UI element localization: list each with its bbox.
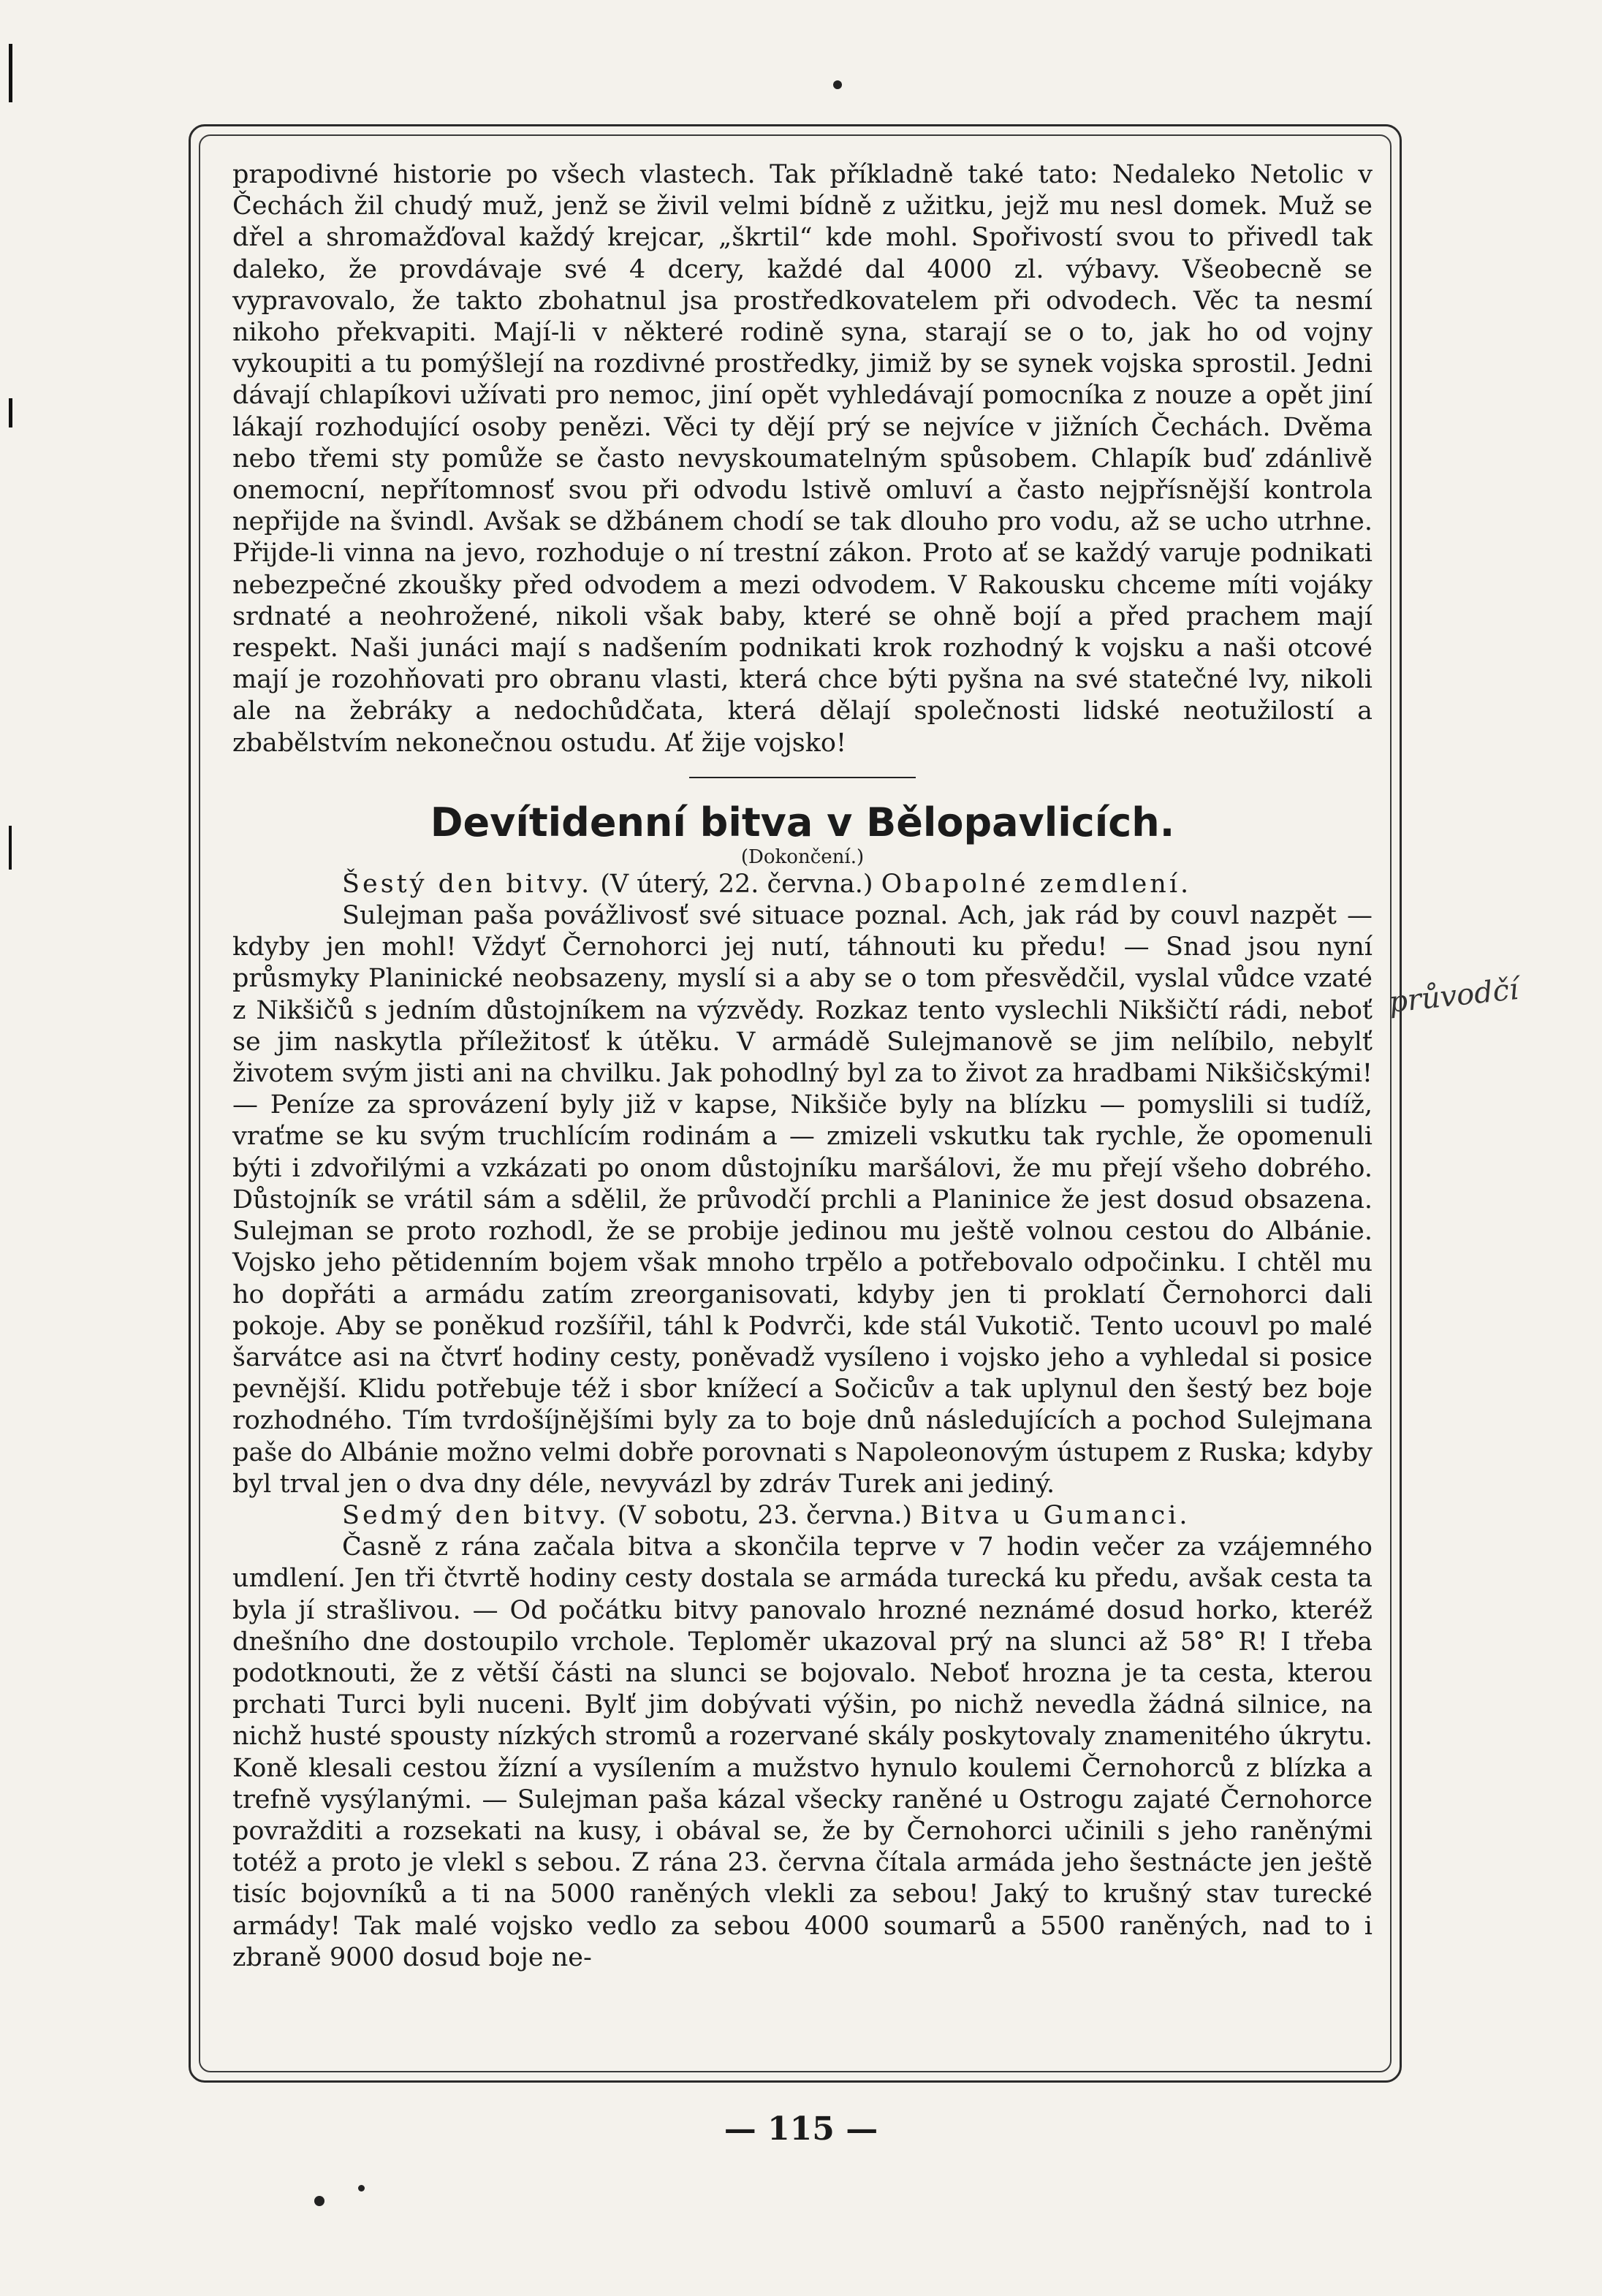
day7-heading-label: Sedmý den bitvy. bbox=[342, 1500, 610, 1530]
binding-mark bbox=[9, 398, 12, 427]
day6-heading-title: Obapolné zemdlení. bbox=[881, 869, 1192, 899]
ink-speck bbox=[833, 80, 842, 89]
day7-heading-date: (V sobotu, 23. června.) bbox=[609, 1500, 921, 1530]
day6-paragraph: Sulejman paša povážlivosť své situace poznal. Ach, jak rád by couvl nazpět — kdyby jen mohl! Vždyť Černohorci jej nutí, táhnouti ku předu! — Snad jsou nyní průsmyky Planinické neobsazeny, myslí si a aby se o tom přesvědčil, vyslal vůdce vzaté z Nikšičů s jedním důstojníkem na výzvědy. Rozkaz tento vyslechli Nikšičtí rádi, neboť se jim naskytla příležitosť k útěku. V armádě Sulejmanově se jim nelíbilo, nebylť životem svým jisti ani na chvilku. Jak pohodlný byl za to život za hradbami Nikšičskými! — Peníze za sprovázení byly již v kapse, Nikšiče byly na blízku — pomyslili si tudíž, vraťme se ku svým truchlícím rodinám a — zmizeli vskutku tak rychle, že opomenuli býti i zdvořilými a vzkázati po onom důstojníku maršálovi, že mu přejí všeho dobrého. Důstojník se vrátil sám a sdělil, že průvodčí prchli a Planinice že jest dosud obsazena. Sulejman se proto rozhodl, že se probije jedinou mu ještě volnou cestou do Albánie. Vojsko jeho pětidenním bojem však mnoho trpělo a potřebovalo odpočinku. I chtěl mu ho dopřáti a armádu zatím zreorganisovati, kdyby jen ti proklatí Černohorci dali pokoje. Aby se poněkud rozšířil, táhl k Podvrči, kde stál Vukotič. Tento ucouvl po malé šarvátce asi na čtvrť hodiny cesty, poněvadž vysíleno i vojsko jeho a vyhledal si posice pevnější. Klidu potřebuje též i sbor knížecí a Sočicův a tak uplynul den šestý bez boje rozhodného. Tím tvrdošíjnějšími byly za to boje dnů následujících a pochod Sulejmana paše do Albánie možno velmi dobře porovnati s Napoleonovým ústupem z Ruska; kdyby byl trval jen o dva dny déle, nevyvázl by zdráv Turek ani jediný. bbox=[232, 901, 1373, 1499]
day7-paragraph: Časně z rána začala bitva a skončila teprve v 7 hodin večer za vzájemného umdlení. Jen tři čtvrtě hodiny cesty dostala se armáda turecká ku předu, avšak cesta ta byla jí strašlivou. — Od počátku bitvy panovalo hrozné neznámé dosud horko, kteréž dnešního dne dostoupilo vrchole. Teploměr ukazoval prý na slunci až 58° R! I třeba podotknouti, že z větší části na slunci se bojovalo. Neboť hrozna je ta cesta, kterou prchati Turci byli nuceni. Bylť jim dobývati výšin, po nichž nevedla žádná silnice, na nichž husté spousty nízkých stromů a rozervané skály poskytovaly znamenitého úkrytu. Koně klesali cestou žízní a vysílením a mužstvo hynulo koulemi Černohorců z blízka a trefně vysýlanými. — Sulejman paša kázal všecky raněné u Ostrogu zajaté Černohorce povražditi a rozsekati na kusy, i obával se, že by Černohorci učinili s jeho raněnými totéž a proto je vlekl s sebou. Z rána 23. června čítala armáda jeho šestnácte jen ještě tisíc bojovníků a ti na 5000 raněných vlekli za sebou! Jaký to krušný stav turecké armády! Tak malé vojsko vedlo za sebou 4000 soumarů a 5500 raněných, nad to i zbraně 9000 dosud boje ne- bbox=[232, 1532, 1373, 1972]
handwritten-margin-note: průvodčí bbox=[1387, 972, 1520, 1020]
binding-mark bbox=[9, 44, 12, 102]
binding-mark bbox=[9, 826, 12, 870]
section-divider bbox=[689, 777, 916, 778]
page-content bbox=[232, 159, 1373, 1974]
page-number: — 115 — bbox=[724, 2110, 878, 2148]
day6-heading-date: (V úterý, 22. června.) bbox=[592, 869, 881, 899]
day7-heading-title: Bitva u Gumanci. bbox=[920, 1500, 1191, 1530]
intro-paragraph: prapodivné historie po všech vlastech. Tak příkladně také tato: Nedaleko Netolic v Čechách žil chudý muž, jenž se živil velmi bídně z užitku, jejž mu nesl domek. Muž se dřel a shromažďoval každý krejcar, „škrtil“ kde mohl. Spořivostí svou to přivedl tak daleko, že provdávaje své 4 dcery, každé dal 4000 zl. výbavy. Všeobecně se vypravovalo, že takto zbohatnul jsa prostředkovatelem při odvodech. Věc ta nesmí nikoho překvapiti. Mají-li v některé rodině syna, starají se o to, jak ho od vojny vykoupiti a tu pomýšlejí na rozdivné prostředky, jimiž by se synek vojska sprostil. Jedni dávají chlapíkovi užívati pro nemoc, jiní opět vyhledávají pomocníka z nouze a opět jiní lákají rozhodující osoby penězi. Věci ty dějí prý se nejvíce v jižních Čechách. Dvěma nebo třemi sty pomůže se často nevyskoumatelným spůsobem. Chlapík buď zdánlivě onemocní, nepřítomnosť svou při odvodu lstivě omluví a často nejpřísnější kontrola nepřijde na švindl. Avšak se džbánem chodí se tak dlouho pro vodu, až se ucho utrhne. Přijde-li vinna na jevo, rozhoduje o ní trestní zákon. Proto ať se každý varuje podnikati nebezpečné zkoušky před odvodem a mezi odvodem. V Rakousku chceme míti vojáky srdnaté a neohrožené, nikoli však baby, které se ohně bojí a před prachem mají respekt. Naši junáci mají s nadšením podnikati krok rozhodný k vojsku a naši otcové mají je rozohňovati pro obranu vlasti, která chce býti pyšna na své statečné lvy, nikoli ale na žebráky a nedochůdčata, která dělají společnosti lidské neotužilostí a zbabělstvím nekonečnou ostudu. Ať žije vojsko! bbox=[232, 160, 1373, 758]
article-title: Devítidenní bitva v Bělopavlicích. bbox=[430, 799, 1175, 845]
article-subtitle: (Dokončení.) bbox=[740, 845, 865, 868]
day6-heading-label: Šestý den bitvy. bbox=[342, 869, 593, 899]
ink-speck bbox=[314, 2196, 324, 2206]
ink-speck bbox=[358, 2185, 365, 2192]
day6-heading bbox=[232, 869, 1373, 900]
day7-heading bbox=[232, 1500, 1373, 1532]
